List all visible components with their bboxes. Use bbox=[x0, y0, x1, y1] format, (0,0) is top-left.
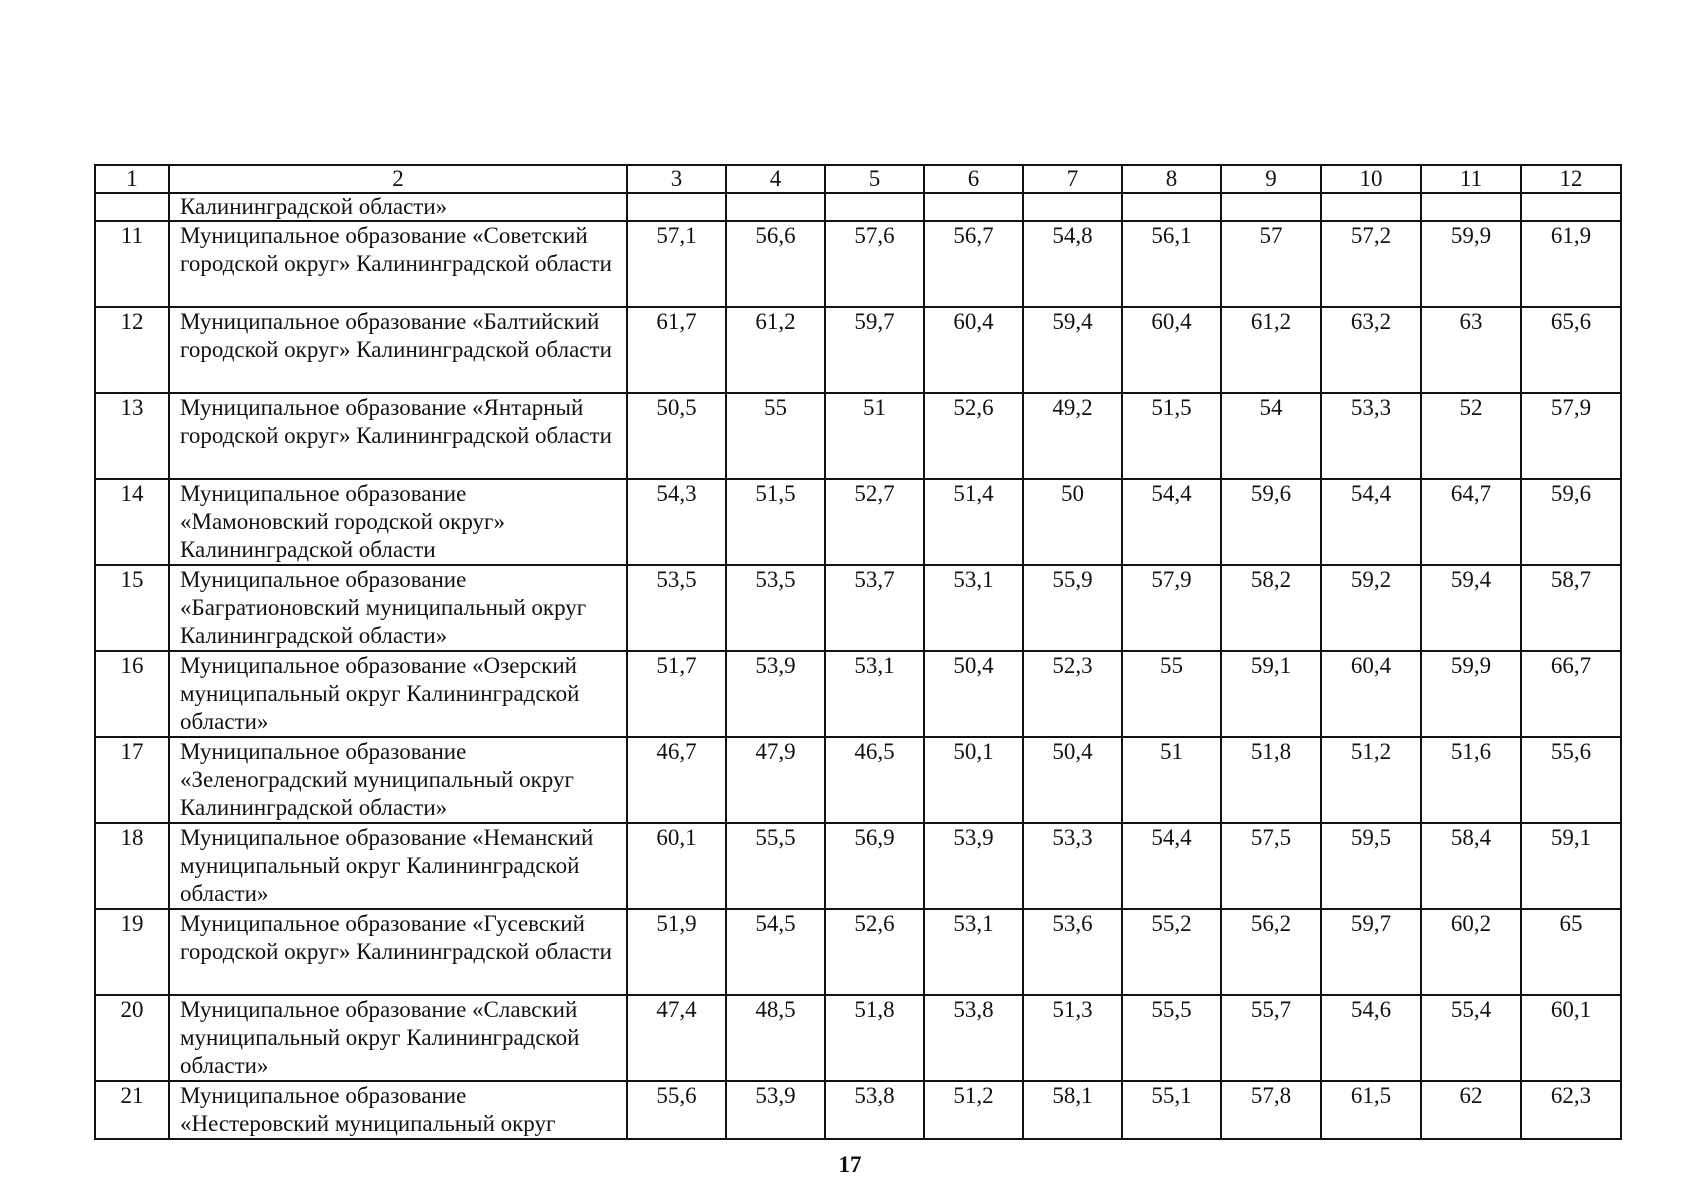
value-cell: 51,5 bbox=[726, 479, 825, 565]
value-cell: 57,6 bbox=[825, 221, 924, 307]
data-table bbox=[94, 164, 1622, 1140]
row-number-cell: 19 bbox=[95, 909, 169, 995]
table-row bbox=[95, 651, 1621, 737]
table-row bbox=[95, 823, 1621, 909]
value-cell: 59,4 bbox=[1023, 307, 1122, 393]
value-cell: 53,6 bbox=[1023, 909, 1122, 995]
value-cell: 57,2 bbox=[1321, 221, 1421, 307]
continuation-cell bbox=[1221, 193, 1321, 221]
value-cell: 55,1 bbox=[1122, 1081, 1221, 1139]
column-number-header: 12 bbox=[1521, 165, 1621, 193]
municipality-name-cell: Муниципальное образование «Балтийский городской округ» Калининградской области bbox=[169, 307, 627, 393]
value-cell: 47,4 bbox=[627, 995, 726, 1081]
continuation-cell bbox=[1321, 193, 1421, 221]
value-cell: 60,2 bbox=[1421, 909, 1521, 995]
value-cell: 55 bbox=[726, 393, 825, 479]
table-row bbox=[95, 1081, 1621, 1139]
value-cell: 51,8 bbox=[1221, 737, 1321, 823]
value-cell: 48,5 bbox=[726, 995, 825, 1081]
value-cell: 54 bbox=[1221, 393, 1321, 479]
continuation-cell bbox=[924, 193, 1023, 221]
municipality-name-cell: Муниципальное образование «Багратионовский муниципальный округ Калининградской области» bbox=[169, 565, 627, 651]
header-row bbox=[95, 165, 1621, 193]
value-cell: 61,2 bbox=[1221, 307, 1321, 393]
value-cell: 46,7 bbox=[627, 737, 726, 823]
value-cell: 51,4 bbox=[924, 479, 1023, 565]
value-cell: 56,9 bbox=[825, 823, 924, 909]
value-cell: 53,9 bbox=[726, 1081, 825, 1139]
value-cell: 57,9 bbox=[1122, 565, 1221, 651]
value-cell: 55,5 bbox=[1122, 995, 1221, 1081]
column-number-header: 10 bbox=[1321, 165, 1421, 193]
row-number-cell: 21 bbox=[95, 1081, 169, 1139]
value-cell: 56,2 bbox=[1221, 909, 1321, 995]
value-cell: 50,5 bbox=[627, 393, 726, 479]
value-cell: 65,6 bbox=[1521, 307, 1621, 393]
value-cell: 54,4 bbox=[1321, 479, 1421, 565]
value-cell: 59,7 bbox=[1321, 909, 1421, 995]
value-cell: 51,2 bbox=[1321, 737, 1421, 823]
municipality-name-cell: Муниципальное образование «Озерский муниципальный округ Калининградской области» bbox=[169, 651, 627, 737]
row-number-cell: 16 bbox=[95, 651, 169, 737]
municipality-name-cell: Муниципальное образование «Нестеровский муниципальный округ bbox=[169, 1081, 627, 1139]
table-row bbox=[95, 995, 1621, 1081]
value-cell: 62 bbox=[1421, 1081, 1521, 1139]
value-cell: 59,1 bbox=[1221, 651, 1321, 737]
value-cell: 55,6 bbox=[627, 1081, 726, 1139]
value-cell: 63,2 bbox=[1321, 307, 1421, 393]
value-cell: 51,8 bbox=[825, 995, 924, 1081]
value-cell: 59,6 bbox=[1521, 479, 1621, 565]
continuation-cell bbox=[1521, 193, 1621, 221]
table-row bbox=[95, 737, 1621, 823]
page-number: 17 bbox=[838, 1152, 862, 1177]
value-cell: 59,1 bbox=[1521, 823, 1621, 909]
value-cell: 63 bbox=[1421, 307, 1521, 393]
value-cell: 56,6 bbox=[726, 221, 825, 307]
value-cell: 57,1 bbox=[627, 221, 726, 307]
value-cell: 54,4 bbox=[1122, 823, 1221, 909]
municipality-name-cell: Муниципальное образование «Неманский муниципальный округ Калининградской области» bbox=[169, 823, 627, 909]
value-cell: 54,4 bbox=[1122, 479, 1221, 565]
row-number-cell: 15 bbox=[95, 565, 169, 651]
value-cell: 65 bbox=[1521, 909, 1621, 995]
municipality-name-cell: Муниципальное образование «Советский городской округ» Калининградской области bbox=[169, 221, 627, 307]
row-number-cell: 14 bbox=[95, 479, 169, 565]
value-cell: 60,4 bbox=[924, 307, 1023, 393]
value-cell: 55,7 bbox=[1221, 995, 1321, 1081]
value-cell: 53,9 bbox=[924, 823, 1023, 909]
value-cell: 58,1 bbox=[1023, 1081, 1122, 1139]
column-number-header: 7 bbox=[1023, 165, 1122, 193]
value-cell: 53,5 bbox=[627, 565, 726, 651]
value-cell: 62,3 bbox=[1521, 1081, 1621, 1139]
value-cell: 51,6 bbox=[1421, 737, 1521, 823]
table-row bbox=[95, 393, 1621, 479]
value-cell: 58,4 bbox=[1421, 823, 1521, 909]
value-cell: 55,9 bbox=[1023, 565, 1122, 651]
value-cell: 59,2 bbox=[1321, 565, 1421, 651]
value-cell: 53,8 bbox=[924, 995, 1023, 1081]
value-cell: 51 bbox=[1122, 737, 1221, 823]
value-cell: 51,7 bbox=[627, 651, 726, 737]
continuation-cell bbox=[1421, 193, 1521, 221]
value-cell: 60,1 bbox=[1521, 995, 1621, 1081]
column-number-header: 2 bbox=[169, 165, 627, 193]
value-cell: 50,4 bbox=[924, 651, 1023, 737]
value-cell: 51,9 bbox=[627, 909, 726, 995]
value-cell: 49,2 bbox=[1023, 393, 1122, 479]
value-cell: 52,6 bbox=[924, 393, 1023, 479]
value-cell: 51,3 bbox=[1023, 995, 1122, 1081]
value-cell: 57,5 bbox=[1221, 823, 1321, 909]
value-cell: 61,9 bbox=[1521, 221, 1621, 307]
value-cell: 64,7 bbox=[1421, 479, 1521, 565]
value-cell: 53,1 bbox=[924, 909, 1023, 995]
value-cell: 59,6 bbox=[1221, 479, 1321, 565]
value-cell: 55 bbox=[1122, 651, 1221, 737]
municipality-name-cell: Муниципальное образование «Мамоновский городской округ» Калининградской области bbox=[169, 479, 627, 565]
value-cell: 55,5 bbox=[726, 823, 825, 909]
value-cell: 55,6 bbox=[1521, 737, 1621, 823]
value-cell: 50,4 bbox=[1023, 737, 1122, 823]
value-cell: 52 bbox=[1421, 393, 1521, 479]
value-cell: 52,7 bbox=[825, 479, 924, 565]
value-cell: 60,1 bbox=[627, 823, 726, 909]
value-cell: 59,5 bbox=[1321, 823, 1421, 909]
value-cell: 61,5 bbox=[1321, 1081, 1421, 1139]
value-cell: 58,7 bbox=[1521, 565, 1621, 651]
continuation-cell bbox=[825, 193, 924, 221]
table-row bbox=[95, 479, 1621, 565]
value-cell: 60,4 bbox=[1321, 651, 1421, 737]
value-cell: 53,9 bbox=[726, 651, 825, 737]
value-cell: 54,5 bbox=[726, 909, 825, 995]
row-number-cell: 13 bbox=[95, 393, 169, 479]
value-cell: 57,9 bbox=[1521, 393, 1621, 479]
value-cell: 57 bbox=[1221, 221, 1321, 307]
continuation-cell bbox=[95, 193, 169, 221]
value-cell: 54,8 bbox=[1023, 221, 1122, 307]
row-number-cell: 11 bbox=[95, 221, 169, 307]
value-cell: 54,3 bbox=[627, 479, 726, 565]
municipality-name-cell: Муниципальное образование «Гусевский городской округ» Калининградской области bbox=[169, 909, 627, 995]
value-cell: 66,7 bbox=[1521, 651, 1621, 737]
table-row bbox=[95, 909, 1621, 995]
row-number-cell: 12 bbox=[95, 307, 169, 393]
value-cell: 52,3 bbox=[1023, 651, 1122, 737]
column-number-header: 5 bbox=[825, 165, 924, 193]
value-cell: 46,5 bbox=[825, 737, 924, 823]
value-cell: 56,7 bbox=[924, 221, 1023, 307]
continuation-cell bbox=[1023, 193, 1122, 221]
column-number-header: 6 bbox=[924, 165, 1023, 193]
continuation-cell bbox=[726, 193, 825, 221]
column-number-header: 3 bbox=[627, 165, 726, 193]
municipality-name-cell: Муниципальное образование «Янтарный городской округ» Калининградской области bbox=[169, 393, 627, 479]
value-cell: 58,2 bbox=[1221, 565, 1321, 651]
value-cell: 53,5 bbox=[726, 565, 825, 651]
value-cell: 59,9 bbox=[1421, 651, 1521, 737]
column-number-header: 9 bbox=[1221, 165, 1321, 193]
table-row bbox=[95, 307, 1621, 393]
value-cell: 51,5 bbox=[1122, 393, 1221, 479]
value-cell: 53,7 bbox=[825, 565, 924, 651]
continuation-cell bbox=[627, 193, 726, 221]
value-cell: 53,1 bbox=[825, 651, 924, 737]
value-cell: 56,1 bbox=[1122, 221, 1221, 307]
row-number-cell: 20 bbox=[95, 995, 169, 1081]
column-number-header: 4 bbox=[726, 165, 825, 193]
value-cell: 50,1 bbox=[924, 737, 1023, 823]
value-cell: 53,1 bbox=[924, 565, 1023, 651]
value-cell: 55,4 bbox=[1421, 995, 1521, 1081]
value-cell: 59,4 bbox=[1421, 565, 1521, 651]
value-cell: 53,3 bbox=[1321, 393, 1421, 479]
column-number-header: 11 bbox=[1421, 165, 1521, 193]
value-cell: 55,2 bbox=[1122, 909, 1221, 995]
row-number-cell: 17 bbox=[95, 737, 169, 823]
municipality-name-cell: Муниципальное образование «Зеленоградский муниципальный округ Калининградской области» bbox=[169, 737, 627, 823]
continuation-row bbox=[95, 193, 1621, 221]
table-row bbox=[95, 221, 1621, 307]
value-cell: 60,4 bbox=[1122, 307, 1221, 393]
value-cell: 59,7 bbox=[825, 307, 924, 393]
value-cell: 47,9 bbox=[726, 737, 825, 823]
value-cell: 51 bbox=[825, 393, 924, 479]
column-number-header: 8 bbox=[1122, 165, 1221, 193]
value-cell: 51,2 bbox=[924, 1081, 1023, 1139]
column-number-header: 1 bbox=[95, 165, 169, 193]
continuation-cell bbox=[1122, 193, 1221, 221]
value-cell: 53,8 bbox=[825, 1081, 924, 1139]
municipality-name-cell: Муниципальное образование «Славский муниципальный округ Калининградской области» bbox=[169, 995, 627, 1081]
value-cell: 50 bbox=[1023, 479, 1122, 565]
value-cell: 59,9 bbox=[1421, 221, 1521, 307]
value-cell: 61,7 bbox=[627, 307, 726, 393]
continuation-name-cell: Калининградской области» bbox=[169, 193, 627, 221]
row-number-cell: 18 bbox=[95, 823, 169, 909]
value-cell: 53,3 bbox=[1023, 823, 1122, 909]
value-cell: 52,6 bbox=[825, 909, 924, 995]
value-cell: 54,6 bbox=[1321, 995, 1421, 1081]
table-row bbox=[95, 565, 1621, 651]
value-cell: 61,2 bbox=[726, 307, 825, 393]
value-cell: 57,8 bbox=[1221, 1081, 1321, 1139]
